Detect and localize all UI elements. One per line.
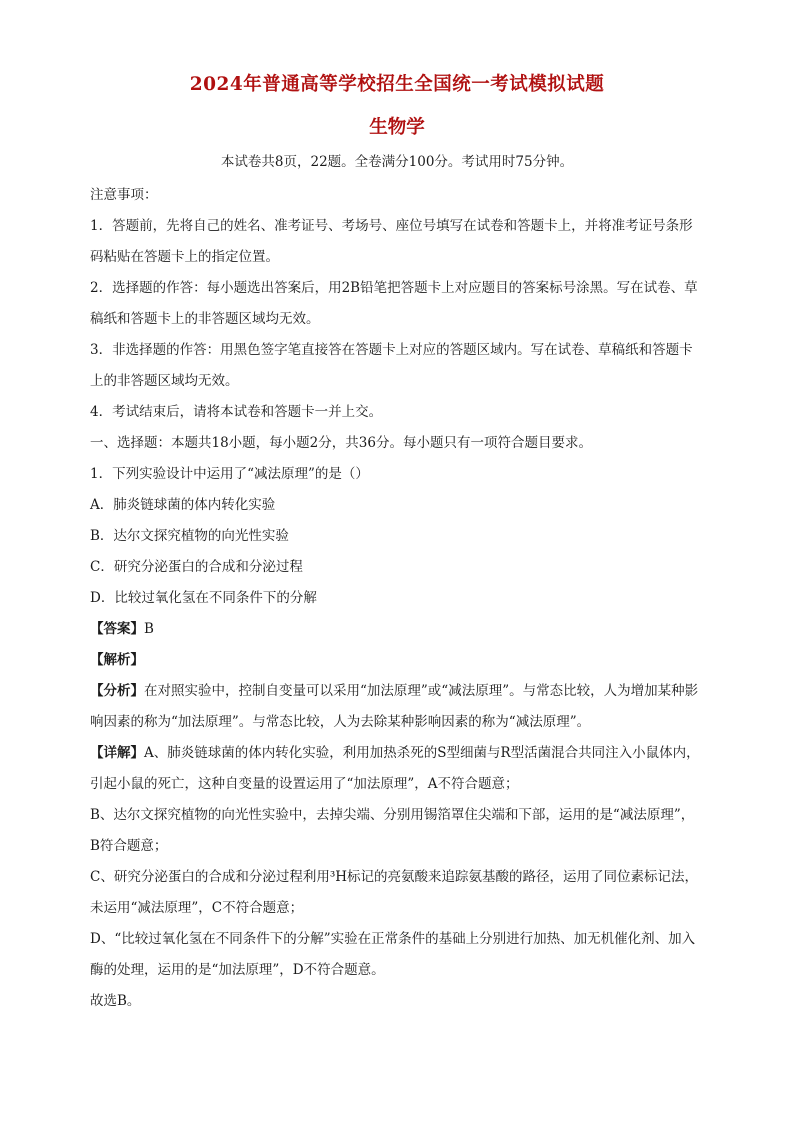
exam-info: 本试卷共8页，22题。全卷满分100分。考试用时75分钟。 [220,154,574,170]
notice-item-3: 3．非选择题的作答：用黑色签字笔直接答在答题卡上对应的答题区域内。写在试卷、草稿纸和答题卡上的非答题区域均无效。 [90,342,693,389]
fenxi-tag: 【分析】 [90,683,144,699]
option-c: C．研究分泌蛋白的合成和分泌过程 [90,559,303,575]
fenxi-paragraph [90,676,704,738]
xiangjie-paragraph-a [90,738,704,800]
answer-line [90,614,704,645]
notice-heading: 注意事项： [90,187,158,203]
analysis-line [90,645,704,676]
answer-tag: 【答案】 [90,621,144,637]
option-b: B．达尔文探究植物的向光性实验 [90,528,289,544]
xiangjie-paragraph-d: D、“比较过氧化氢在不同条件下的分解”实验在正常条件的基础上分别进行加热、加无机催化剂、加入酶的处理，运用的是“加法原理”，D不符合题意。 [90,931,696,978]
document-body [90,180,704,1017]
option-a: A．肺炎链球菌的体内转化实验 [90,497,276,513]
exam-title: 2024年普通高等学校招生全国统一考试模拟试题 [189,74,605,95]
xiangjie-a-text: A、肺炎链球菌的体内转化实验，利用加热杀死的S型细菌与R型活菌混合共同注入小鼠体内，引起小鼠的死亡，这种自变量的设置运用了“加法原理”，A不符合题意； [90,745,700,792]
question-stem: 1．下列实验设计中运用了“减法原理”的是（） [90,466,369,482]
section-heading: 一、选择题：本题共18小题，每小题2分，共36分。每小题只有一项符合题目要求。 [90,435,592,451]
notice-item-2: 2．选择题的作答：每小题选出答案后，用2B铅笔把答题卡上对应题目的答案标号涂黑。写在试卷、草稿纸和答题卡上的非答题区域均无效。 [90,280,698,327]
analysis-tag: 【解析】 [90,652,144,668]
subject-title: 生物学 [369,117,425,138]
answer-value: B [144,621,154,637]
fenxi-text: 在对照实验中，控制自变量可以采用“加法原理”或“减法原理”。与常态比较，人为增加某种影响因素的称为“加法原理”。与常态比较，人为去除某种影响因素的称为“减法原理”。 [90,683,699,730]
conclusion-line: 故选B。 [90,993,141,1009]
xiangjie-tag: 【详解】 [90,745,144,761]
option-d: D．比较过氧化氢在不同条件下的分解 [90,590,317,606]
xiangjie-paragraph-c: C、研究分泌蛋白的合成和分泌过程利用³H标记的亮氨酸来追踪氨基酸的路径，运用了同位素标记法，未运用“减法原理”，C不符合题意； [90,869,699,916]
notice-item-1: 1．答题前，先将自己的姓名、准考证号、考场号、座位号填写在试卷和答题卡上，并将准考证号条形码粘贴在答题卡上的指定位置。 [90,218,693,265]
xiangjie-paragraph-b: B、达尔文探究植物的向光性实验中，去掉尖端、分别用锡箔罩住尖端和下部，运用的是“减法原理”，B符合题意； [90,807,695,854]
notice-item-4: 4．考试结束后，请将本试卷和答题卡一并上交。 [90,404,383,420]
